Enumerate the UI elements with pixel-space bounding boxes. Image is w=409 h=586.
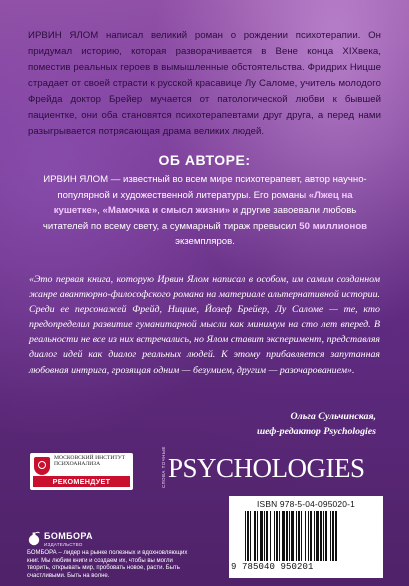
- bombora-logo-icon: [27, 531, 41, 546]
- barcode-bar: [310, 511, 312, 561]
- about-text-part: ,: [97, 205, 103, 217]
- barcode-bar: [264, 511, 265, 561]
- about-author-text: [38, 172, 372, 250]
- psychologies-logo: PSYCHOLOGIES: [168, 453, 365, 483]
- barcode-bar: [247, 511, 249, 561]
- mipp-name: МОСКОВСКИЙ ИНСТИТУТ ПСИХОАНАЛИЗА: [54, 455, 126, 468]
- quote-author-position: шеф-редактор Psychologies: [256, 425, 376, 437]
- barcode-box: [229, 496, 383, 578]
- barcode-bar: [266, 511, 268, 561]
- barcode-bar: [250, 511, 251, 561]
- about-text-part: ИРВИН ЯЛОМ — известный во всем мире психотерапевт, автор научно-популярной и художественной литературы. Его романы: [43, 174, 367, 201]
- barcode-bar: [332, 511, 334, 561]
- barcode-bars-icon: [245, 511, 367, 561]
- barcode-bar: [305, 511, 306, 561]
- barcode-bar: [330, 511, 331, 561]
- barcode-bar: [301, 511, 302, 561]
- psychologies-tagline: СЛОВА ТОЧНЫЕ: [161, 446, 166, 488]
- about-text-part: и другие завоевали любовь читателей по всему свету, а суммарный тираж превысил: [42, 205, 357, 232]
- book-title-highlight: «Мамочка и смысл жизни»: [102, 205, 231, 217]
- barcode-bar: [245, 511, 246, 561]
- barcode-bar: [270, 511, 271, 561]
- barcode-bar: [325, 511, 327, 561]
- book-title-highlight: «Лжец на кушетке»: [53, 189, 353, 217]
- barcode-bar: [323, 511, 324, 561]
- barcode-bar: [289, 511, 290, 561]
- barcode-bar: [276, 511, 278, 561]
- circulation-highlight: 50 миллионов: [299, 220, 368, 232]
- mipp-recommends-label: РЕКОМЕНДУЕТ: [33, 476, 130, 487]
- barcode-bar: [335, 511, 337, 561]
- bombora-description: БОМБОРА – лидер на рынке полезных и вдохновляющих книг. Мы любим книги и создаем их, чтобы вы могли творить, открывать мир, пробовать новое, расти. Быть счастливыми. Быть на волне.: [27, 550, 188, 579]
- quote-signature: [126, 410, 376, 439]
- barcode-bar: [296, 511, 297, 561]
- barcode-bar: [254, 511, 256, 561]
- mipp-recommends-badge: [30, 453, 133, 490]
- barcode-bar: [282, 511, 285, 561]
- about-text-part: экземпляров.: [175, 236, 235, 248]
- quote-author: Ольга Сульчинская,: [290, 411, 376, 422]
- barcode-bar: [286, 511, 288, 561]
- barcode-bar: [257, 511, 258, 561]
- isbn-number: ISBN 978-5-04-095020-1: [257, 499, 355, 509]
- about-author-heading: ОБ АВТОРЕ:: [158, 152, 251, 168]
- barcode-bar: [274, 511, 275, 561]
- barcode-bar: [279, 511, 280, 561]
- bombora-name: БОМБОРА: [44, 531, 93, 541]
- barcode-bar: [316, 511, 319, 561]
- barcode-digits: 9 785040 950201: [231, 562, 314, 572]
- barcode-bar: [320, 511, 322, 561]
- book-blurb: ИРВИН ЯЛОМ написал великий роман о рождении психотерапии. Он придумал историю, которая разворачивается в Вене конца XIXвека, поместив реальных героев в вымышленные обстоятельства. Фридрих Ницше страдает от своей страсти к русской красавице Лу Саломе, учитель молодого Фрейда доктор Брейер мучается от патологической любви к бывшей пациентке, они оба становятся психотерапевтами друг друга, а перед нами разыгрывается потрясающая драма великих людей.: [28, 30, 381, 137]
- barcode-bar: [298, 511, 300, 561]
- bombora-subtitle: ИЗДАТЕЛЬСТВО: [44, 542, 83, 547]
- barcode-bar: [260, 511, 263, 561]
- barcode-bar: [291, 511, 294, 561]
- editor-quote: «Это первая книга, которую Ирвин Ялом написал в особом, им самим созданном жанре авантюрно-философского романа на материале альтернативной истории. Среди ее персонажей Фрейд, Ницше, Йозеф Брейер, Лу Саломе — те, кто предопределил развитие гуманитарной мысли как минимум на сто лет вперед. В реальности не все из них встречались, но Ялом ставит эксперимент, представляя диалог идей как диалог реальных людей. К этому прибавляется запутанная любовная интрига, грозящая одним — безумием, другим — разочарованием».: [29, 274, 380, 376]
- mipp-emblem-icon: [34, 457, 50, 475]
- barcode-bar: [308, 511, 309, 561]
- barcode-bar: [314, 511, 315, 561]
